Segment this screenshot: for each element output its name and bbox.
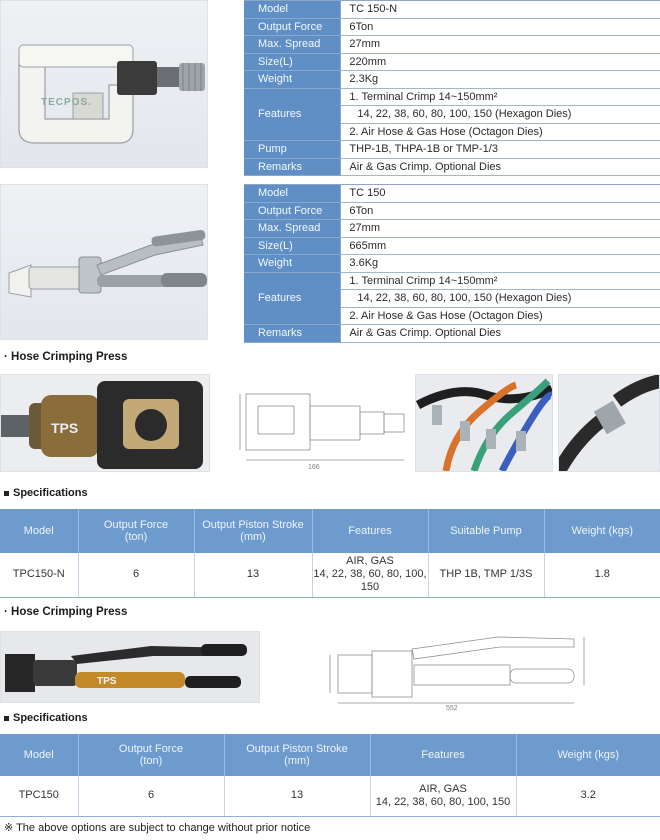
cell-pump: THP 1B, TMP 1/3S [428,553,544,597]
cell-features: AIR, GAS 14, 22, 38, 60, 80, 100, 150 [312,553,428,597]
spec-value: 665mm [341,237,660,255]
feature-line: 2. Air Hose & Gas Hose (Octagon Dies) [341,123,660,141]
cell-model: TPC150-N [0,553,78,597]
spec-grid-header [0,734,660,776]
spec-value: 6Ton [341,18,660,36]
cell-force: 6 [78,776,224,816]
hose-photo-1 [415,374,553,472]
cell-stroke: 13 [224,776,370,816]
spec-row-features [244,272,660,290]
spec-value: TC 150 [341,185,660,203]
press-handle-image [1,632,260,703]
spec-value: Air & Gas Crimp. Optional Dies [341,325,660,343]
spec-value: THP-1B, THPA-1B or TMP-1/3 [341,141,660,159]
spec-value: 2.3Kg [341,71,660,89]
spec-row-weight [244,71,660,89]
spec-table-tc150 [244,184,660,343]
spec-key: Max. Spread [244,36,341,54]
spec-table-tc150n [244,0,660,176]
spec-grid-tpc150 [0,734,660,817]
press-photo-tpc150 [0,631,260,703]
spec-row-size [244,53,660,71]
spec-row-size [244,237,660,255]
spec-key: Features [244,88,341,141]
spec-key: Remarks [244,158,341,176]
specifications-label-1: Specifications [4,487,88,499]
cell-model: TPC150 [0,776,78,816]
handle-crimper-image [1,185,208,340]
spec-grid-tpc150n [0,509,660,598]
spec-key: Max. Spread [244,220,341,238]
press-drawing-tpc150 [322,631,592,711]
bullet-square-icon [4,716,9,721]
spec-value: 220mm [341,53,660,71]
spec-row-spread [244,36,660,54]
cell-features: AIR, GAS 14, 22, 38, 60, 80, 100, 150 [370,776,516,816]
table-row [0,553,660,597]
spec-row-remarks [244,325,660,343]
col-header: Weight (kgs) [544,509,660,553]
spec-value: 6Ton [341,202,660,220]
col-header: Features [370,734,516,776]
spec-row-model [244,1,660,19]
product-photo-tc150n [0,0,208,168]
tps-logo: TPS [51,420,79,436]
spec-row-force [244,18,660,36]
spec-value: 27mm [341,220,660,238]
spec-key: Weight [244,71,341,89]
col-header: Weight (kgs) [516,734,660,776]
drawing-dimension: 166 [308,464,320,471]
spec-grid-header [0,509,660,553]
spec-row-weight [244,255,660,273]
col-header: Output Piston Stroke (mm) [224,734,370,776]
spec-key: Remarks [244,325,341,343]
spec-key: Output Force [244,18,341,36]
feature-line: 1. Terminal Crimp 14~150mm² [341,272,660,290]
drawing-dimension: 552 [446,705,458,711]
spec-row-remarks [244,158,660,176]
spec-row-features [244,88,660,106]
spec-key: Model [244,1,341,19]
cell-force: 6 [78,553,194,597]
spec-row-pump [244,141,660,159]
col-header: Suitable Pump [428,509,544,553]
col-header: Output Force (ton) [78,734,224,776]
cell-weight: 1.8 [544,553,660,597]
spec-key: Model [244,185,341,203]
col-header: Model [0,509,78,553]
spec-value: 3.6Kg [341,255,660,273]
cell-stroke: 13 [194,553,312,597]
table-row [0,776,660,816]
press-photo-tpc150n [0,374,210,472]
col-header: Model [0,734,78,776]
spec-value: 27mm [341,36,660,54]
spec-key: Pump [244,141,341,159]
spec-key: Features [244,272,341,325]
spec-row-force [244,202,660,220]
hose-photo-2 [558,374,660,472]
col-header: Features [312,509,428,553]
specifications-label-2: Specifications [4,712,88,724]
press-image [1,375,210,472]
spec-key: Size(L) [244,53,341,71]
tps-logo: TPS [97,676,117,687]
tecpos-logo: TECPOS. [41,97,92,108]
feature-line: 2. Air Hose & Gas Hose (Octagon Dies) [341,307,660,325]
spec-row-spread [244,220,660,238]
spec-key: Size(L) [244,237,341,255]
cell-weight: 3.2 [516,776,660,816]
spec-value: Air & Gas Crimp. Optional Dies [341,158,660,176]
footer-notice: ※ The above options are subject to change without prior notice [4,822,311,834]
c-crimper-image [1,1,208,168]
feature-line: 14, 22, 38, 60, 80, 100, 150 (Hexagon Dies) [341,106,660,124]
col-header: Output Piston Stroke (mm) [194,509,312,553]
feature-line: 14, 22, 38, 60, 80, 100, 150 (Hexagon Dies) [341,290,660,308]
spec-key: Output Force [244,202,341,220]
section-title-hose-press-2: · Hose Crimping Press [4,606,128,618]
bullet-square-icon [4,491,9,496]
press-drawing-tpc150n [232,374,410,472]
col-header: Output Force (ton) [78,509,194,553]
spec-row-model [244,185,660,203]
feature-line: 1. Terminal Crimp 14~150mm² [341,88,660,106]
spec-key: Weight [244,255,341,273]
spec-value: TC 150-N [341,1,660,19]
product-photo-tc150 [0,184,208,340]
section-title-hose-press-1: · Hose Crimping Press [4,351,128,363]
